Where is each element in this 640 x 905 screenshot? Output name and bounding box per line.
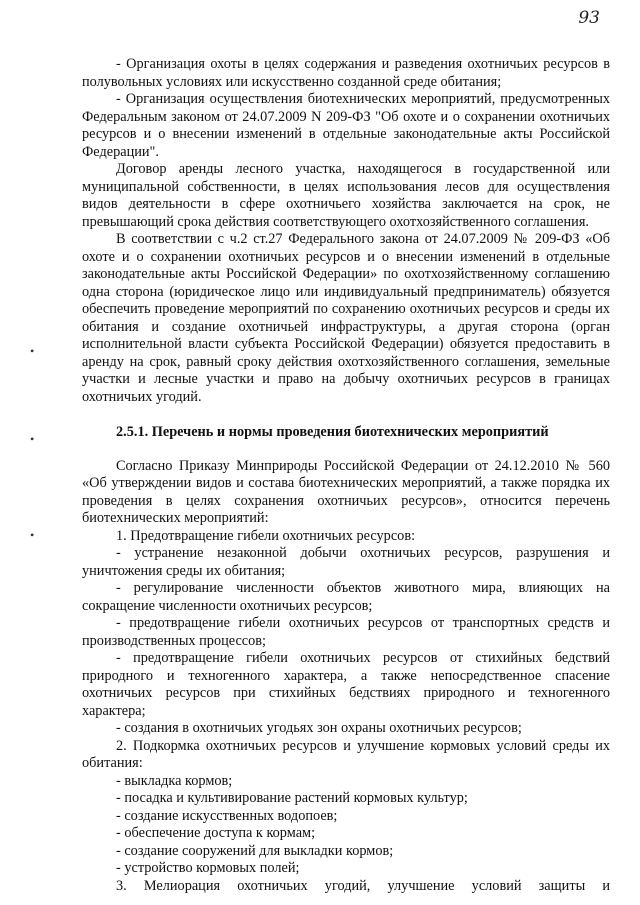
list-item: - регулирование численности объектов животного мира, влияющих на сокращение численности охотничьих ресурсов; (82, 580, 610, 614)
list-item: - предотвращение гибели охотничьих ресурсов от транспортных средств и производственных процессов; (82, 615, 610, 649)
list-item: 1. Предотвращение гибели охотничьих ресурсов: (116, 527, 416, 544)
list-item: 2. Подкормка охотничьих ресурсов и улучшение кормовых условий среды их обитания: (82, 737, 610, 771)
paragraph: Договор аренды лесного участка, находящегося в государственной или муниципальной собственности, в целях использования лесов для осуществления видов деятельности в сфере охотничьего хозяйства заключается на срок, не превышающий срока действия соответствующего охотхозяйственного соглашения. (82, 161, 610, 230)
list-item: - выкладка кормов; (116, 772, 233, 789)
list-item: - создания в охотничьих угодьях зон охраны охотничьих ресурсов; (116, 720, 522, 736)
margin-mark: • (30, 344, 35, 358)
list-item: - обеспечение доступа к кормам; (116, 825, 316, 841)
paragraph: Согласно Приказу Минприроды Российской Федерации от 24.12.2010 № 560 «Об утверждении видов и состава биотехнических мероприятий, а также порядка их проведения в целях сохранения охотничьих ресурсов», относится перечень биотехнических мероприятий: (82, 457, 610, 526)
list-item: - устранение незаконной добычи охотничьих ресурсов, разрушения и уничтожения среды их обитания; (82, 545, 610, 579)
margin-mark: • (30, 432, 35, 446)
document-body (82, 56, 610, 895)
list-item: - создание сооружений для выкладки кормов; (116, 842, 394, 859)
list-item: - посадка и культивирование растений кормовых культур; (116, 790, 468, 806)
list-item: - создание искусственных водопоев; (116, 807, 338, 824)
list-item: 3. Мелиорация охотничьих угодий, улучшение условий защиты и (116, 877, 610, 894)
paragraph: - Организация охоты в целях содержания и разведения охотничьих ресурсов в полувольных условиях или искусственно созданной среде обитания; (82, 56, 610, 90)
margin-mark: • (30, 528, 35, 542)
paragraph: - Организация осуществления биотехнических мероприятий, предусмотренных Федеральным законом от 24.07.2009 N 209-ФЗ "Об охоте и о сохранении охотничьих ресурсов и о внесении изменений в отдельные законодательные акты Российской Федерации". (82, 91, 610, 160)
section-heading: 2.5.1. Перечень и нормы проведения биотехнических мероприятий (116, 424, 549, 440)
paragraph: В соответствии с ч.2 ст.27 Федерального закона от 24.07.2009 № 209-ФЗ «Об охоте и о сохранении охотничьих ресурсов и о внесении изменений в отдельные законодательные акты Российской Федерации» по охотхозяйственному соглашению одна сторона (юридическое лицо или индивидуальный предприниматель) обязуется обеспечить проведение мероприятий по сохранению охотничьих ресурсов и среды их обитания и создание охотничьей инфраструктуры, а другая сторона (орган исполнительной власти субъекта Российской Федерации) обязуется предоставить в аренду на срок, равный сроку действия охотхозяйственного соглашения, земельные участки и лесные участки и право на добычу охотничьих ресурсов в границах охотничьих угодий. (82, 231, 610, 405)
page-number: 93 (578, 8, 600, 28)
list-item: - устройство кормовых полей; (116, 860, 300, 876)
list-item: - предотвращение гибели охотничьих ресурсов от стихийных бедствий природного и техногенного характера, а также непосредственное спасение охотничьих ресурсов при стихийных бедствиях природного и техногенного характера; (82, 650, 610, 719)
